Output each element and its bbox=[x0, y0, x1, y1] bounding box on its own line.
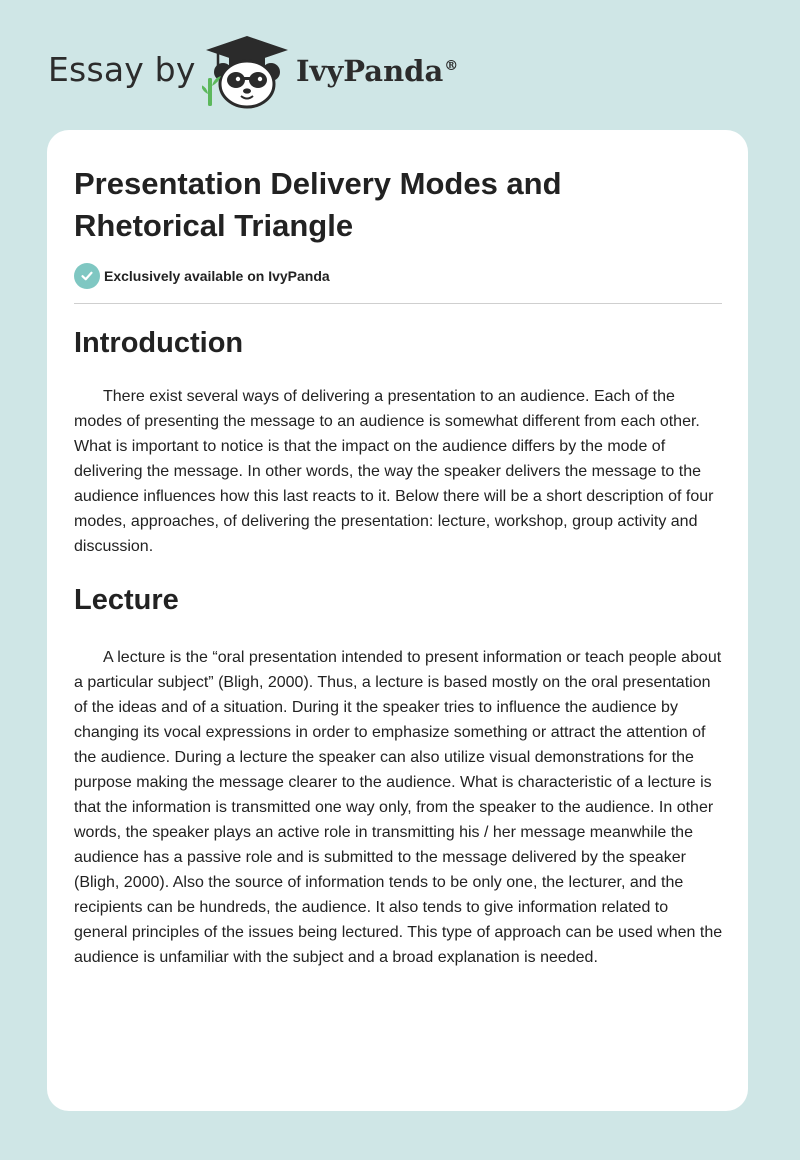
article-body bbox=[74, 322, 724, 970]
exclusive-badge bbox=[74, 262, 330, 290]
section-paragraph-introduction: There exist several ways of delivering a presentation to an audience. Each of the modes of presenting the message to an audience is somewhat different from each other. What is important to notice is that the impact on the audience differs by the mode of delivering the message. In other words, the way the speaker delivers the message to the audience influences how this last reacts to it. Below there will be a short description of four modes, approaches, of delivering the presentation: lecture, workshop, group activity and discussion. bbox=[74, 388, 714, 555]
panda-graduate-logo-icon bbox=[202, 34, 292, 110]
divider bbox=[74, 303, 722, 304]
article-card bbox=[47, 130, 748, 1111]
check-icon bbox=[74, 263, 100, 289]
section-heading-lecture: Lecture bbox=[74, 584, 179, 616]
exclusive-label: Exclusively available on IvyPanda bbox=[104, 268, 330, 284]
article-title: Presentation Delivery Modes and Rhetorical Triangle bbox=[74, 166, 562, 243]
section-paragraph-lecture: A lecture is the “oral presentation intended to present information or teach people about a particular subject” (Bligh, 2000). Thus, a lecture is based mostly on the oral presentation of the ideas and of a situation. During it the speaker tries to influence the audience by changing its vocal expressions in order to emphasize something or attract the attention of the audience. During a lecture the speaker can also utilize visual demonstrations for the purpose making the message clearer to the audience. What is characteristic of a lecture is that the information is transmitted one way only, from the speaker to the audience. In other words, the speaker plays an active role in transmitting his / her message meanwhile the audience has a passive role and is submitted to the message delivered by the speaker (Bligh, 2000). Also the source of information tends to be only one, the lecturer, and the recipients can be hundreds, the audience. It also tends to give information related to general principles of the issues being lectured. This type of approach can be used when the audience is unfamiliar with the subject and a broad explanation is needed. bbox=[74, 649, 723, 966]
brand-name bbox=[296, 54, 458, 88]
brand-name-text: IvyPanda bbox=[296, 54, 444, 88]
brand-prefix: Essay by bbox=[48, 50, 196, 89]
section-heading-introduction: Introduction bbox=[74, 327, 244, 359]
brand-header bbox=[48, 32, 508, 112]
registered-mark: ® bbox=[444, 58, 459, 75]
